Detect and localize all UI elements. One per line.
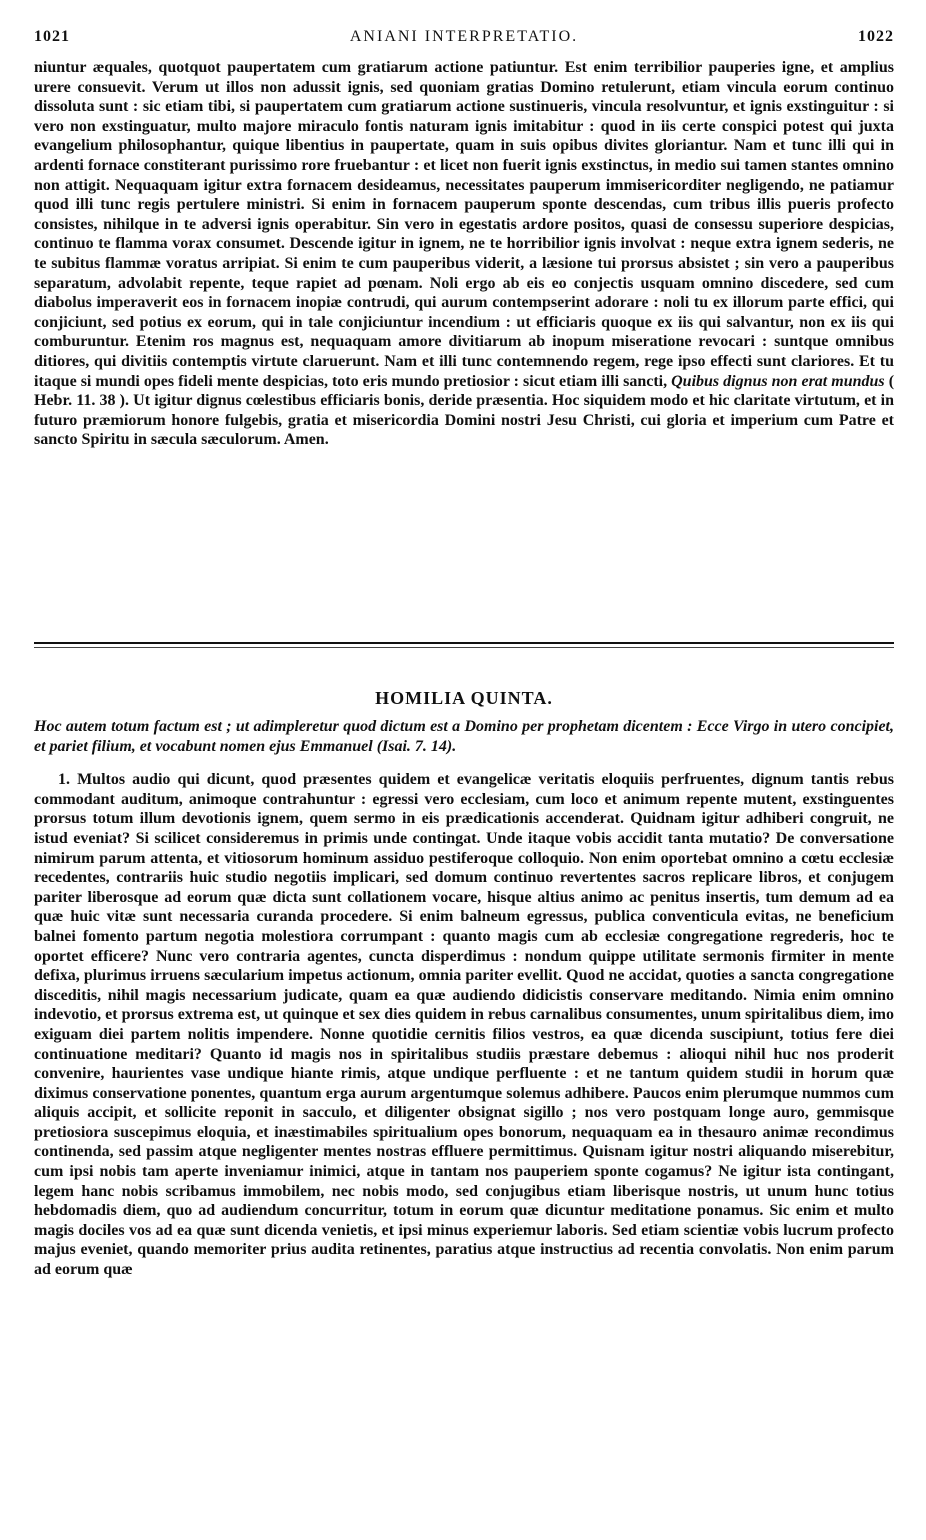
continuation-citation-ref: ( Hebr. 11. 38 ).	[34, 372, 894, 410]
running-title: ANIANI INTERPRETATIO.	[349, 28, 579, 45]
continuation-citation-italic: Quibus dignus non erat mundus	[671, 372, 885, 390]
running-head	[34, 28, 894, 58]
section-divider	[34, 642, 894, 644]
book-page	[34, 28, 894, 1528]
left-page-number: 1021	[34, 28, 70, 45]
section-number: 1.	[58, 771, 70, 789]
section-divider-thin	[34, 647, 894, 648]
continuation-paragraph	[34, 58, 894, 618]
homily-text: Multos audio qui dicunt, quod præsentes quidem et evangelicæ veritatis eloquiis perfruentes, dignum tantis rebus commodant auditum, animoque contrahuntur : egressi vero ecclesiam, cum loco et animum repente mutent, exstinguentes prorsus totum illum devotionis ignem, quem sermo in eis prædicationis accenderat. Quidnam igitur adhiberi congruit, ne istud eveniat? Si scilicet consideremus in primis unde contingat. Unde itaque vobis accidit tanta mutatio? De conversatione nimirum parum attenta, et vitiosorum hominum assiduo pestiferoque colloquio. Non enim oportebat omnino a cœtu ecclesiæ recedentes, contrariis huic studio negotiis implicari, sed domum continuo revertentes sacros replicare libros, et conjugem pariter liberosque ad eorum quæ dicta sunt collationem vocare, hisque altius animo ac penitus insertis, tum demum ad ea quæ huic vitæ sunt necessaria curanda procedere. Si enim balneum egressus, publica conventicula evitas, ne beneficium balnei fomento partum negotia molestiora corrumpant : quanto magis cum ab ecclesiæ congregatione regrederis, hoc te oportet efficere? Nunc vero contraria agentes, cuncta disperdimus : nondum quippe utilitate sermonis firmiter in mente defixa, plurimus irruens sæcularium impetus actionum, omnia pariter evellit. Quod ne accidat, quoties a sancta congregatione disceditis, nihil magis necessarium judicate, quam ea quæ audiendo didicistis conservare meditando. Nimia enim omnino indevotio, et prorsus extrema est, ut quinque et sex dies quidem in rebus carnalibus consumentes, unum spiritalibus diem, imo exiguam diei partem nolitis impendere. Nonne quotidie cernitis filios vestros, ea quæ dicenda suscipiunt, totius fere diei continuatione meditari? Quanto id magis nos in spiritalibus studiis præstare debemus : alioqui nihil huc nos proderit convenire, haurientes vase undique hiante rimis, atque undique perfluente : et ne tantum quidem studii in horum quæ diximus conservatione ponentes, quantum erga aurum argentumque solemus adhibere. Paucos enim plerumque nummos cum aliquis accipit, et sollicite reponit in sacculo, et diligenter obsignat sigillo ; nos vero postquam longe auro, gemmisque pretiosiora suscepimus eloquia, et inæstimabiles spiritualium opes bonorum, nequaquam ea in thesauro animæ recondimus continenda, sed passim atque negligenter mentes nostras effluere permittimus. Quisnam igitur nostri aliquando miserebitur, cum ipsi nobis tam aperte inveniamur inimici, atque in tantam nos pauperiem sponte cogamus? Ne igitur ista contingant, legem hanc nobis scribamus immobilem, nec nobis modo, sed conjugibus etiam liberisque nostris, ut unum hunc totius hebdomadis diem, quo ad audiendum concurritur, totum in eorum quæ dicuntur meditatione ponamus. Sic enim et multo magis dociles vos ad ea quæ sunt dicenda venietis, et ipsi minus experiemur laboris. Sed etiam scientiæ vobis lucrum profecto majus eveniet, quando memoriter prius audita retinentes, paratius atque instructius ad recentia convolatis. Non enim parum ad eorum quæ	[34, 771, 894, 1279]
continuation-text-b: Ut igitur dignus cœlestibus efficiaris bonis, deride præsentia. Hoc siquidem modo et hic claritate virtutum, et in futuro præmiorum honore fulgebis, gratia et misericordia Domini nostri Jesu Christi, cui gloria et imperium cum Patre et sancto Spiritu in sæcula sæculorum. Amen.	[34, 392, 894, 449]
continuation-text-a: niuntur æquales, quotquot paupertatem cum gratiarum actione patiuntur. Est enim terribilior pauperies igne, et amplius urere consuevit. Verum ut illos non adussit ignis, sed quoniam gratias Domino retulerunt, etiam vincula eorum continuo dissoluta sunt : sic etiam tibi, si paupertatem cum gratiarum actione sustinueris, vincula resolvuntur, et ignis exstinguitur : si vero non exstinguatur, multo majore miraculo fontis naturam ignis imitabitur : quod in iis certe conspici potest qui juxta evangelium philosophantur, quique libentius in paupertate, quam in suis opibus divites gloriantur. Nam et tunc illi qui in ardenti fornace constiterant purissimo rore fruebantur : et licet non fuerit ignis exstinctus, in medio sui tamen stantes omnino non attigit. Nequaquam igitur extra fornacem desideamus, necessitates pauperum immisericorditer negligendo, ne patiamur quod illi tunc regis pertulere ministri. Si enim in fornacem pauperum sponte descendas, cum tribus illis pueris profecto consistes, nihilque in te adversi ignis operabitur. Sin vero in egestatis ardore positos, quasi de consessu superiore despicias, continuo te flamma vorax consumet. Descende igitur in ignem, ne te horribilior ignis involvat : neque extra ignem sederis, ne te subitus flammæ voratus arripiat. Si enim te cum pauperibus viderit, a læsione tui prorsus absistet ; sin vero a pauperibus separatum, advolabit repente, teque rapiet ad pœnam. Noli ergo ab eis eo conjectis usquam omnino discedere, sed cum diabolus imperaverit eos in fornacem inopiæ contrudi, qui aurum contempserint adorare : noli tu ex illorum parte effici, qui conjiciunt, sed potius ex eorum, qui in tale conjiciuntur incendium : ut efficiaris quoque ex iis qui salvantur, non ex iis qui comburuntur. Etenim ros magnus est, nequaquam amore divitiarum ab inopum miseratione revocari : suntque omnibus ditiores, qui divitiis contemptis virtute claruerunt. Nam et illi tunc contemnendo regem, rege ipso effecti sunt clariores. Et tu itaque si mundi opes fideli mente despicias, toto eris mundo pretiosior : sicut etiam illi sancti,	[34, 59, 894, 390]
homily-epigraph: Hoc autem totum factum est ; ut adimpleretur quod dictum est a Domino per prophetam dicentem : Ecce Virgo in utero concipiet, et pariet filium, et vocabunt nomen ejus Emmanuel (Isai. 7. 14).	[34, 718, 894, 755]
homily-paragraph	[34, 770, 894, 1526]
homily-title: HOMILIA QUINTA.	[375, 688, 553, 708]
right-page-number: 1022	[858, 28, 894, 45]
